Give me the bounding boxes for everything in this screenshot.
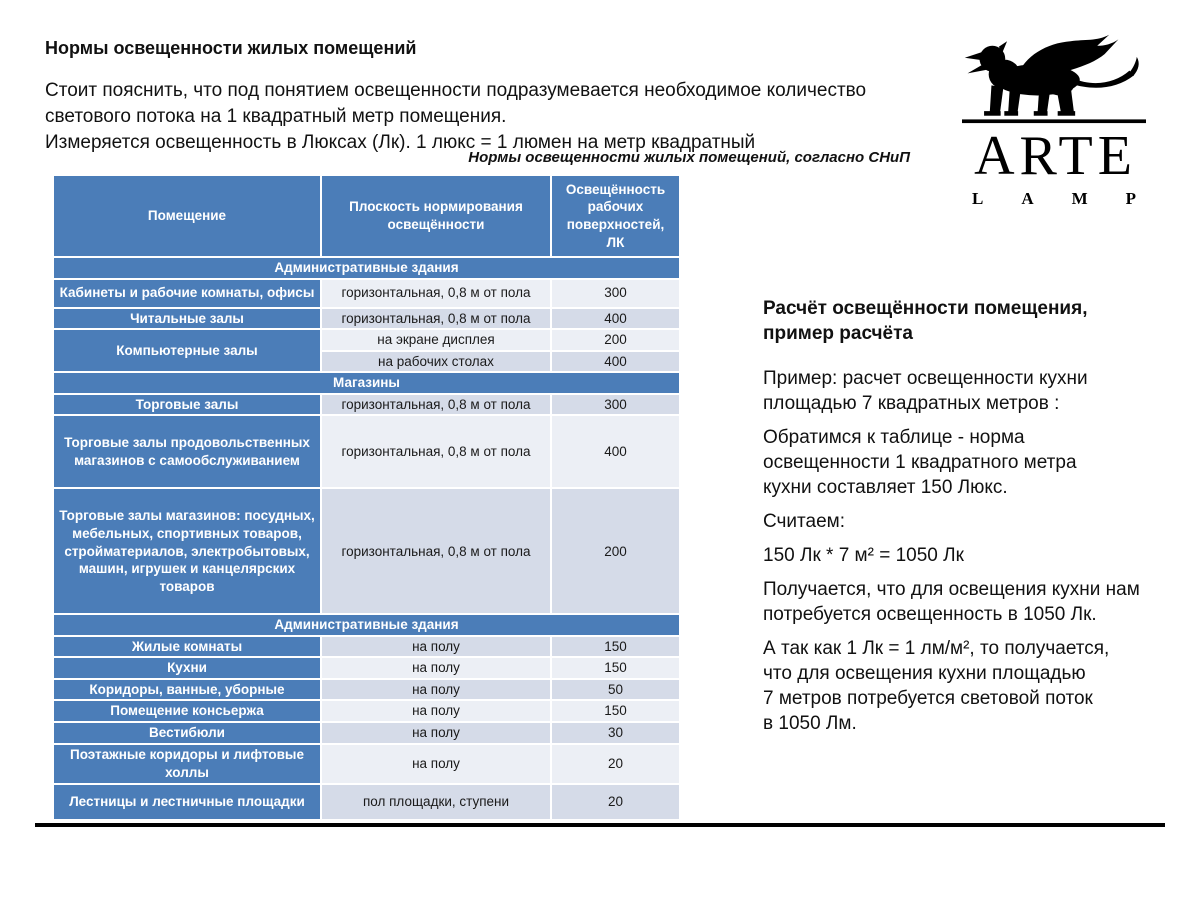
room-cell: Компьютерные залы: [53, 329, 321, 372]
lux-cell: 150: [551, 700, 680, 722]
room-cell: Торговые залы магазинов: посудных, мебельных, спортивных товаров, стройматериалов, электробытовых, машин, игрушек и канцелярских товаров: [53, 488, 321, 614]
intro-text: [45, 78, 866, 156]
plane-cell: горизонтальная, 0,8 м от пола: [321, 488, 551, 614]
calc-heading-line: Расчёт освещённости помещения,: [763, 298, 1088, 319]
logo-lamp-letter: L: [972, 188, 984, 208]
logo-brand-text: ARTE: [974, 125, 1137, 187]
section-label: Административные здания: [53, 257, 680, 279]
plane-cell: на полу: [321, 722, 551, 744]
calc-paragraph: [763, 543, 1163, 568]
plane-cell: горизонтальная, 0,8 м от пола: [321, 394, 551, 416]
table-row: [53, 700, 680, 722]
room-cell: Кабинеты и рабочие комнаты, офисы: [53, 279, 321, 308]
room-cell: Коридоры, ванные, уборные: [53, 679, 321, 701]
lux-cell: 400: [551, 351, 680, 373]
table-row: [53, 679, 680, 701]
calc-paragraph-line: Обратимся к таблице - норма: [763, 427, 1025, 448]
plane-cell: на полу: [321, 679, 551, 701]
calc-paragraph-line: 150 Лк * 7 м² = 1050 Лк: [763, 545, 964, 566]
intro-line: светового потока на 1 квадратный метр помещения.: [45, 106, 507, 127]
table-row: [53, 394, 680, 416]
table-row: [53, 657, 680, 679]
arte-logo: [962, 30, 1146, 209]
calc-paragraph: [763, 636, 1163, 736]
intro-line: Измеряется освещенность в Люксах (Лк). 1 люкс = 1 люмен на метр квадратный: [45, 132, 756, 153]
calc-paragraph: [763, 425, 1163, 500]
plane-cell: на экране дисплея: [321, 329, 551, 351]
lux-cell: 30: [551, 722, 680, 744]
table-header-plane: Плоскость нормирования освещённости: [321, 175, 551, 257]
lux-cell: 300: [551, 279, 680, 308]
plane-cell: горизонтальная, 0,8 м от пола: [321, 279, 551, 308]
table-row: [53, 784, 680, 820]
room-cell: Помещение консьержа: [53, 700, 321, 722]
table-row: [53, 415, 680, 488]
lux-cell: 150: [551, 636, 680, 658]
room-cell: Жилые комнаты: [53, 636, 321, 658]
table-row: [53, 722, 680, 744]
winged-lion-icon: [962, 30, 1146, 126]
calc-paragraph: [763, 577, 1163, 627]
calc-heading-line: пример расчёта: [763, 323, 913, 344]
page-title: Нормы освещенности жилых помещений: [45, 38, 417, 58]
table-row: [53, 329, 680, 351]
calc-paragraphs: [763, 366, 1163, 736]
room-cell: Поэтажные коридоры и лифтовые холлы: [53, 744, 321, 784]
logo-lamp-text: [962, 189, 1146, 209]
lux-cell: 150: [551, 657, 680, 679]
lux-cell: 50: [551, 679, 680, 701]
table-row: [53, 279, 680, 308]
section-label: Административные здания: [53, 614, 680, 636]
plane-cell: на полу: [321, 636, 551, 658]
calc-paragraph-line: потребуется освещенность в 1050 Лк.: [763, 604, 1097, 625]
logo-lamp-letter: A: [1021, 188, 1034, 208]
table-row: [53, 488, 680, 614]
plane-cell: горизонтальная, 0,8 м от пола: [321, 415, 551, 488]
section-row: [53, 614, 680, 636]
calc-paragraph-line: кухни составляет 150 Люкс.: [763, 477, 1008, 498]
calc-paragraph: [763, 366, 1163, 416]
room-cell: Лестницы и лестничные площадки: [53, 784, 321, 820]
calc-paragraph-line: Получается, что для освещения кухни нам: [763, 579, 1140, 600]
section-label: Магазины: [53, 372, 680, 394]
table-row: [53, 636, 680, 658]
table-body: [53, 257, 680, 820]
calc-paragraph-line: Считаем:: [763, 511, 845, 532]
table-caption: Нормы освещенности жилых помещений, согласно СНиП: [468, 149, 910, 166]
lux-cell: 200: [551, 329, 680, 351]
section-row: [53, 257, 680, 279]
calc-paragraph-line: А так как 1 Лк = 1 лм/м², то получается,: [763, 638, 1110, 659]
logo-lamp-letter: P: [1125, 188, 1136, 208]
plane-cell: горизонтальная, 0,8 м от пола: [321, 308, 551, 330]
lux-cell: 300: [551, 394, 680, 416]
calc-paragraph-line: площадью 7 квадратных метров :: [763, 393, 1060, 414]
room-cell: Вестибюли: [53, 722, 321, 744]
plane-cell: на полу: [321, 657, 551, 679]
lux-cell: 200: [551, 488, 680, 614]
table-row: [53, 308, 680, 330]
lux-cell: 400: [551, 415, 680, 488]
calc-paragraph-line: Пример: расчет освещенности кухни: [763, 368, 1088, 389]
plane-cell: на рабочих столах: [321, 351, 551, 373]
calc-paragraph-line: что для освещения кухни площадью: [763, 663, 1086, 684]
norms-table: [52, 174, 681, 821]
calc-heading: [763, 296, 1163, 346]
table-header-lux: Освещённость рабочих поверхностей, ЛК: [551, 175, 680, 257]
bottom-rule: [35, 823, 1165, 827]
plane-cell: на полу: [321, 700, 551, 722]
plane-cell: на полу: [321, 744, 551, 784]
section-row: [53, 372, 680, 394]
table-row: [53, 744, 680, 784]
logo-lamp-letter: M: [1071, 188, 1088, 208]
room-cell: Торговые залы: [53, 394, 321, 416]
intro-line: Стоит пояснить, что под понятием освещенности подразумевается необходимое количество: [45, 80, 867, 101]
room-cell: Торговые залы продовольственных магазинов с самообслуживанием: [53, 415, 321, 488]
table-header-row: [53, 175, 680, 257]
room-cell: Читальные залы: [53, 308, 321, 330]
lux-cell: 20: [551, 784, 680, 820]
calc-paragraph-line: в 1050 Лм.: [763, 713, 857, 734]
room-cell: Кухни: [53, 657, 321, 679]
calc-paragraph-line: 7 метров потребуется световой поток: [763, 688, 1093, 709]
calc-paragraph: [763, 509, 1163, 534]
calc-panel: [763, 296, 1163, 745]
calc-paragraph-line: освещенности 1 квадратного метра: [763, 452, 1077, 473]
lux-cell: 20: [551, 744, 680, 784]
table-header-room: Помещение: [53, 175, 321, 257]
lux-cell: 400: [551, 308, 680, 330]
plane-cell: пол площадки, ступени: [321, 784, 551, 820]
